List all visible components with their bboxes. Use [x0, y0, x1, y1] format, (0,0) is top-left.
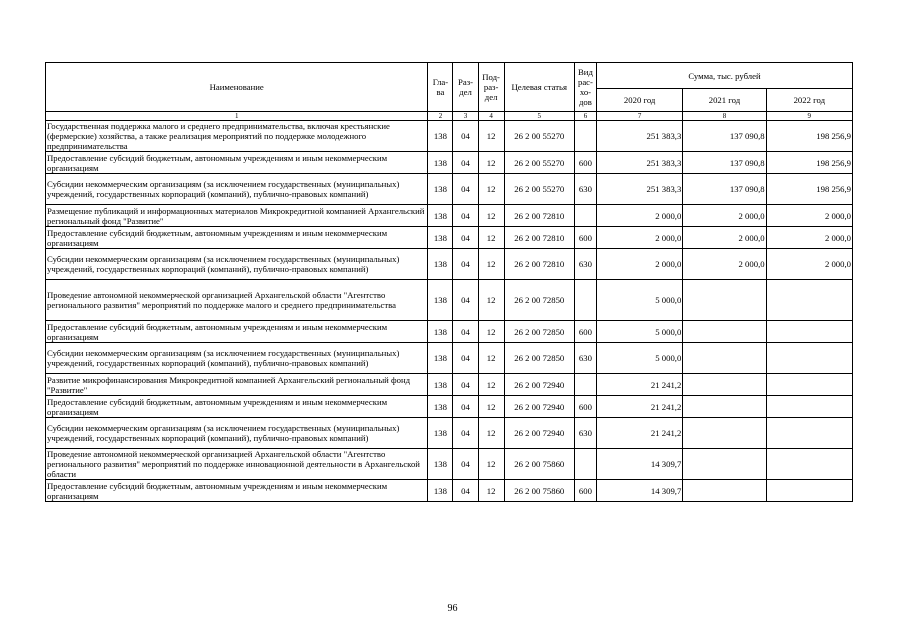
cell-y2021 — [683, 449, 766, 480]
cell-glava: 138 — [428, 227, 453, 249]
cell-vid: 630 — [574, 343, 596, 374]
cell-razdel: 04 — [453, 396, 478, 418]
cell-y2020: 251 383,3 — [596, 121, 682, 152]
cell-y2022 — [766, 321, 852, 343]
index-cell: 7 — [596, 112, 682, 121]
cell-y2022 — [766, 418, 852, 449]
cell-glava: 138 — [428, 152, 453, 174]
cell-name: Субсидии некоммерческим организациям (за исключением государственных (муниципальных) учреждений, государственных корпораций (компаний), публично-правовых компаний) — [46, 418, 428, 449]
table-row — [46, 174, 853, 205]
cell-razdel: 04 — [453, 480, 478, 502]
index-cell: 8 — [683, 112, 766, 121]
cell-name: Предоставление субсидий бюджетным, автономным учреждениям и иным некоммерческим организациям — [46, 321, 428, 343]
cell-y2021: 137 090,8 — [683, 152, 766, 174]
cell-glava: 138 — [428, 249, 453, 280]
cell-name: Развитие микрофинансирования Микрокредитной компанией Архангельский региональный фонд "Развитие" — [46, 374, 428, 396]
cell-glava: 138 — [428, 449, 453, 480]
cell-y2020: 251 383,3 — [596, 174, 682, 205]
cell-y2021: 137 090,8 — [683, 121, 766, 152]
table-row — [46, 396, 853, 418]
cell-y2022 — [766, 343, 852, 374]
cell-target: 26 2 00 72810 — [504, 249, 574, 280]
header-name: Наименование — [46, 63, 428, 112]
cell-glava: 138 — [428, 321, 453, 343]
cell-podrazdel: 12 — [478, 174, 504, 205]
cell-y2021 — [683, 343, 766, 374]
cell-y2020: 21 241,2 — [596, 374, 682, 396]
cell-y2022: 198 256,9 — [766, 152, 852, 174]
cell-y2021: 2 000,0 — [683, 205, 766, 227]
cell-glava: 138 — [428, 121, 453, 152]
cell-name: Субсидии некоммерческим организациям (за исключением государственных (муниципальных) учреждений, государственных корпораций (компаний), публично-правовых компаний) — [46, 249, 428, 280]
cell-vid — [574, 449, 596, 480]
cell-podrazdel: 12 — [478, 343, 504, 374]
index-cell: 5 — [504, 112, 574, 121]
cell-y2022: 198 256,9 — [766, 121, 852, 152]
table-row — [46, 205, 853, 227]
header-row — [46, 63, 853, 89]
cell-razdel: 04 — [453, 343, 478, 374]
cell-y2020: 5 000,0 — [596, 343, 682, 374]
cell-y2020: 5 000,0 — [596, 321, 682, 343]
cell-name: Проведение автономной некоммерческой организацией Архангельской области "Агентство регионального развития" мероприятий по поддержке инновационной деятельности в Архангельской области — [46, 449, 428, 480]
column-index-row — [46, 112, 853, 121]
cell-name: Проведение автономной некоммерческой организацией Архангельской области "Агентство регионального развития" мероприятий по поддержке малого и среднего предпринимательства — [46, 280, 428, 321]
cell-name: Предоставление субсидий бюджетным, автономным учреждениям и иным некоммерческим организациям — [46, 152, 428, 174]
cell-target: 26 2 00 72940 — [504, 418, 574, 449]
cell-name: Размещение публикаций и информационных материалов Микрокредитной компанией Архангельский региональный фонд "Развитие" — [46, 205, 428, 227]
cell-podrazdel: 12 — [478, 280, 504, 321]
cell-y2021 — [683, 280, 766, 321]
cell-vid — [574, 121, 596, 152]
cell-razdel: 04 — [453, 152, 478, 174]
cell-vid: 600 — [574, 480, 596, 502]
table-row — [46, 480, 853, 502]
cell-vid — [574, 374, 596, 396]
cell-glava: 138 — [428, 374, 453, 396]
cell-y2022 — [766, 396, 852, 418]
cell-podrazdel: 12 — [478, 374, 504, 396]
cell-y2021 — [683, 321, 766, 343]
cell-target: 26 2 00 72940 — [504, 374, 574, 396]
cell-glava: 138 — [428, 343, 453, 374]
cell-glava: 138 — [428, 480, 453, 502]
cell-name: Субсидии некоммерческим организациям (за исключением государственных (муниципальных) учреждений, государственных корпораций (компаний), публично-правовых компаний) — [46, 174, 428, 205]
cell-target: 26 2 00 55270 — [504, 121, 574, 152]
cell-razdel: 04 — [453, 418, 478, 449]
cell-razdel: 04 — [453, 121, 478, 152]
table-row — [46, 152, 853, 174]
cell-vid — [574, 280, 596, 321]
cell-y2020: 2 000,0 — [596, 205, 682, 227]
cell-y2022: 198 256,9 — [766, 174, 852, 205]
table-row — [46, 374, 853, 396]
cell-vid: 630 — [574, 174, 596, 205]
cell-razdel: 04 — [453, 374, 478, 396]
cell-vid: 600 — [574, 227, 596, 249]
cell-vid: 600 — [574, 152, 596, 174]
cell-glava: 138 — [428, 205, 453, 227]
cell-glava: 138 — [428, 418, 453, 449]
cell-target: 26 2 00 72810 — [504, 205, 574, 227]
cell-y2022: 2 000,0 — [766, 205, 852, 227]
cell-y2022 — [766, 374, 852, 396]
cell-vid: 630 — [574, 249, 596, 280]
table-row — [46, 227, 853, 249]
cell-vid: 600 — [574, 321, 596, 343]
budget-table — [45, 62, 853, 502]
cell-y2020: 2 000,0 — [596, 227, 682, 249]
cell-vid: 630 — [574, 418, 596, 449]
cell-target: 26 2 00 55270 — [504, 152, 574, 174]
cell-name: Государственная поддержка малого и среднего предпринимательства, включая крестьянские (фермерские) хозяйства, а также реализация мероприятий по поддержке молодежного предпринимательства — [46, 121, 428, 152]
cell-target: 26 2 00 72940 — [504, 396, 574, 418]
cell-razdel: 04 — [453, 205, 478, 227]
cell-y2021: 2 000,0 — [683, 249, 766, 280]
cell-podrazdel: 12 — [478, 121, 504, 152]
cell-y2020: 14 309,7 — [596, 480, 682, 502]
cell-target: 26 2 00 72850 — [504, 321, 574, 343]
cell-target: 26 2 00 72850 — [504, 280, 574, 321]
cell-y2021 — [683, 480, 766, 502]
cell-y2022 — [766, 449, 852, 480]
cell-razdel: 04 — [453, 280, 478, 321]
index-cell: 1 — [46, 112, 428, 121]
cell-name: Предоставление субсидий бюджетным, автономным учреждениям и иным некоммерческим организациям — [46, 396, 428, 418]
cell-podrazdel: 12 — [478, 396, 504, 418]
cell-target: 26 2 00 75860 — [504, 480, 574, 502]
index-cell: 9 — [766, 112, 852, 121]
cell-razdel: 04 — [453, 174, 478, 205]
cell-podrazdel: 12 — [478, 321, 504, 343]
cell-name: Предоставление субсидий бюджетным, автономным учреждениям и иным некоммерческим организациям — [46, 227, 428, 249]
header-2020: 2020 год — [596, 89, 682, 112]
cell-y2021: 2 000,0 — [683, 227, 766, 249]
cell-podrazdel: 12 — [478, 227, 504, 249]
cell-razdel: 04 — [453, 321, 478, 343]
cell-name: Предоставление субсидий бюджетным, автономным учреждениям и иным некоммерческим организациям — [46, 480, 428, 502]
cell-y2022 — [766, 280, 852, 321]
cell-target: 26 2 00 72810 — [504, 227, 574, 249]
index-cell: 6 — [574, 112, 596, 121]
cell-glava: 138 — [428, 280, 453, 321]
header-2022: 2022 год — [766, 89, 852, 112]
header-glava: Гла-ва — [428, 63, 453, 112]
cell-y2020: 14 309,7 — [596, 449, 682, 480]
header-target: Целевая статья — [504, 63, 574, 112]
cell-y2021 — [683, 418, 766, 449]
header-vid: Вид рас-хо-дов — [574, 63, 596, 112]
index-cell: 4 — [478, 112, 504, 121]
cell-podrazdel: 12 — [478, 449, 504, 480]
cell-target: 26 2 00 75860 — [504, 449, 574, 480]
cell-razdel: 04 — [453, 449, 478, 480]
cell-target: 26 2 00 72850 — [504, 343, 574, 374]
table-row — [46, 121, 853, 152]
cell-podrazdel: 12 — [478, 480, 504, 502]
header-2021: 2021 год — [683, 89, 766, 112]
cell-y2022: 2 000,0 — [766, 227, 852, 249]
header-sum: Сумма, тыс. рублей — [596, 63, 852, 89]
cell-razdel: 04 — [453, 227, 478, 249]
cell-y2021 — [683, 396, 766, 418]
cell-y2021 — [683, 374, 766, 396]
index-cell: 2 — [428, 112, 453, 121]
cell-y2020: 251 383,3 — [596, 152, 682, 174]
cell-razdel: 04 — [453, 249, 478, 280]
cell-y2020: 2 000,0 — [596, 249, 682, 280]
cell-vid — [574, 205, 596, 227]
table-row — [46, 343, 853, 374]
cell-y2020: 21 241,2 — [596, 418, 682, 449]
index-cell: 3 — [453, 112, 478, 121]
cell-glava: 138 — [428, 174, 453, 205]
cell-y2020: 5 000,0 — [596, 280, 682, 321]
cell-podrazdel: 12 — [478, 205, 504, 227]
header-razdel: Раз-дел — [453, 63, 478, 112]
cell-podrazdel: 12 — [478, 152, 504, 174]
table-row — [46, 321, 853, 343]
cell-y2022: 2 000,0 — [766, 249, 852, 280]
table-row — [46, 449, 853, 480]
cell-y2021: 137 090,8 — [683, 174, 766, 205]
page-number: 96 — [447, 603, 458, 614]
cell-vid: 600 — [574, 396, 596, 418]
cell-name: Субсидии некоммерческим организациям (за исключением государственных (муниципальных) учреждений, государственных корпораций (компаний), публично-правовых компаний) — [46, 343, 428, 374]
cell-target: 26 2 00 55270 — [504, 174, 574, 205]
table-row — [46, 249, 853, 280]
cell-y2022 — [766, 480, 852, 502]
cell-y2020: 21 241,2 — [596, 396, 682, 418]
cell-glava: 138 — [428, 396, 453, 418]
header-podrazdel: Под-раз-дел — [478, 63, 504, 112]
cell-podrazdel: 12 — [478, 249, 504, 280]
cell-podrazdel: 12 — [478, 418, 504, 449]
table-row — [46, 280, 853, 321]
table-body — [46, 121, 853, 502]
table-row — [46, 418, 853, 449]
